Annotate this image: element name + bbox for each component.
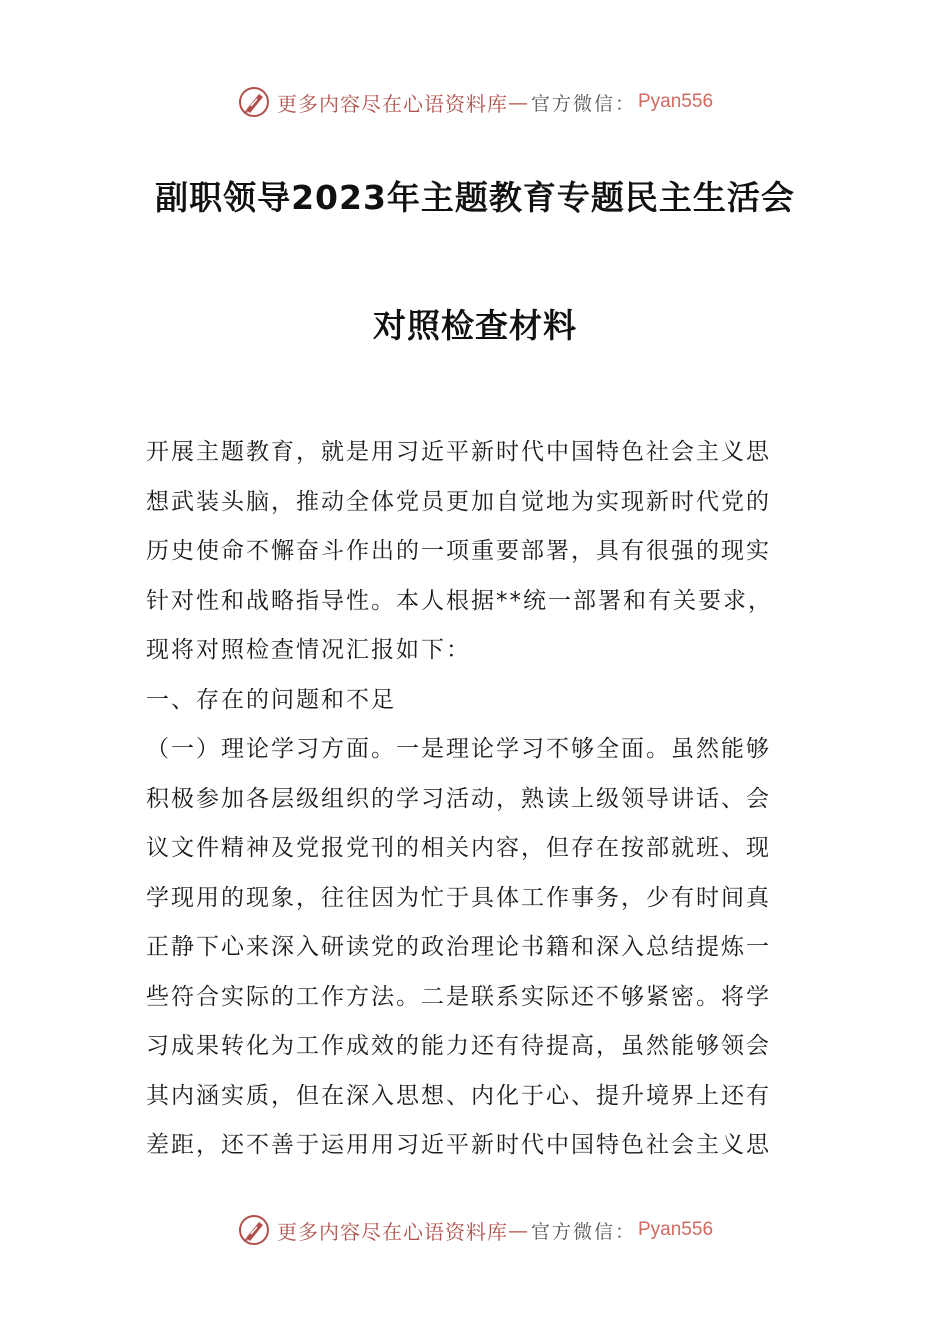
text-line: 历史使命不懈奋斗作出的一项重要部署，具有很强的现实	[146, 538, 771, 564]
text-line: 学现用的现象，往往因为忙于具体工作事务，少有时间真	[146, 884, 771, 911]
wechat-label: 官方微信：	[530, 92, 636, 115]
pen-nib-logo-icon	[237, 1213, 271, 1247]
document-title-line-1: 副职领导2023年主题教育专题民主生活会	[155, 178, 795, 217]
wechat-id: Pyan556	[638, 1219, 714, 1240]
watermark-slogan: 更多内容尽在心语资料库	[276, 1219, 508, 1244]
paragraph-theory-study	[146, 725, 806, 1171]
watermark-slogan: 更多内容尽在心语资料库	[276, 91, 508, 116]
text-line: 积极参加各层级组织的学习活动，熟读上级领导讲话、会	[146, 785, 771, 812]
section-heading	[146, 676, 806, 726]
watermark-dash: —	[507, 1218, 529, 1242]
wechat-label: 官方微信：	[530, 1220, 636, 1243]
text-line: 差距，还不善于运用用习近平新时代中国特色社会主义思	[146, 1132, 771, 1158]
pen-nib-logo-icon	[237, 85, 271, 119]
text-line: 其内涵实质，但在深入思想、内化于心、提升境界上还有	[146, 1082, 771, 1109]
text-line: 一、存在的问题和不足	[146, 686, 396, 713]
text-line: 习成果转化为工作成效的能力还有待提高，虽然能够领会	[146, 1033, 771, 1059]
wechat-id: Pyan556	[638, 91, 714, 112]
text-line: 现将对照检查情况汇报如下：	[146, 637, 471, 663]
footer-watermark	[0, 1210, 950, 1250]
header-watermark	[0, 82, 950, 122]
text-line: 些符合实际的工作方法。二是联系实际还不够紧密。将学	[146, 983, 771, 1010]
document-body	[146, 428, 806, 1171]
text-line: 想武装头脑，推动全体党员更加自觉地为实现新时代党的	[146, 488, 771, 515]
watermark-dash: —	[507, 90, 529, 114]
text-line: 正静下心来深入研读党的政治理论书籍和深入总结提炼一	[146, 934, 771, 960]
text-line: （一）理论学习方面。一是理论学习不够全面。虽然能够	[146, 736, 771, 762]
text-line: 针对性和战略指导性。本人根据**统一部署和有关要求，	[146, 587, 773, 614]
paragraph-intro	[146, 428, 806, 676]
text-line: 开展主题教育，就是用习近平新时代中国特色社会主义思	[146, 439, 771, 465]
text-line: 议文件精神及党报党刊的相关内容，但存在按部就班、现	[146, 835, 771, 861]
document-title-line-2: 对照检查材料	[373, 306, 577, 345]
